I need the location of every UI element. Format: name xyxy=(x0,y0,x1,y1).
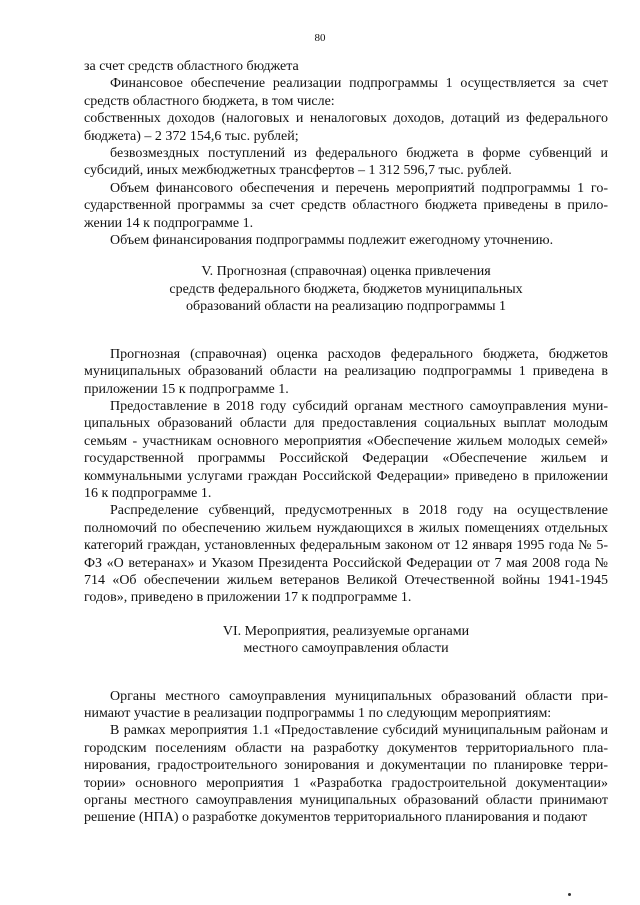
paragraph-forecast-estimate: Прогнозная (справочная) оценка расходов федерального бюджета, бюджетов муниципальных образований области на реализацию подпрограммы 1 приведена в приложении 15 к подпрограмме 1. xyxy=(84,346,608,397)
section-v-title xyxy=(84,263,608,315)
section-v-title-line: образований области на реализацию подпрограммы 1 xyxy=(185,299,507,315)
section-vi-title-line: VI. Мероприятия, реализуемые органами xyxy=(222,623,470,639)
page-number: 80 xyxy=(314,32,326,44)
section-v-title-line: средств федерального бюджета, бюджетов муниципальных xyxy=(169,281,523,297)
paragraph-financing-volume: Объем финансового обеспечения и перечень мероприятий подпрограммы 1 государственной программы за счет средств областного бюджета приведены в приложении 14 к подпрограмме 1. xyxy=(84,180,608,231)
heading-regional-budget: за счет средств областного бюджета xyxy=(84,59,299,74)
paragraph-local-participation: Органы местного самоуправления муниципальных образований области принимают участие в реализации подпрограммы 1 по следующим мероприятиям: xyxy=(84,688,608,721)
paragraph-annual-update: Объем финансирования подпрограммы подлежит ежегодному уточнению. xyxy=(110,233,554,249)
section-vi-title-line: местного самоуправления области xyxy=(243,641,449,657)
paragraph-gratuitous-receipts: безвозмездных поступлений из федерального бюджета в форме субвенций и субсидий, иных межбюджетных трансфертов – 1 312 596,7 тыс. рублей. xyxy=(84,146,608,179)
section-vi-title xyxy=(84,623,608,658)
scan-dot xyxy=(568,893,571,896)
paragraph-financing: Финансовое обеспечение реализации подпрограммы 1 осуществляется за счет средств областного бюджета, в том числе: xyxy=(84,76,608,109)
paragraph-young-families: Предоставление в 2018 году субсидий органам местного самоуправления муниципальных образований области для предоставления социальных выплат молодым семьям - участникам основного мероприятия «Обеспечение жильем молодых семей» государственной программы Российской Федерации «Обеспечение жильем и коммунальными услугами граждан Российской Федерации» приведено в приложении 16 к подпрограмме 1. xyxy=(84,398,608,501)
document-body xyxy=(84,58,608,827)
paragraph-veterans-subventions: Распределение субвенций, предусмотренных в 2018 году на осуществление полномочий по обеспечению жильем нуждающихся в жилых помещениях отдельных категорий граждан, установленных федеральным законом от 12 января 1995 года № 5- ФЗ «О ветеранах» и Указом Президента Российской Федерации от 7 мая 2008 года № 714 «Об обеспечении жильем ветеранов Великой Отечественной войны 1941-1945 годов», приведено в приложении 17 к подпрограмме 1. xyxy=(84,503,608,606)
section-v-title-line: V. Прогнозная (справочная) оценка привлечения xyxy=(201,264,491,280)
paragraph-measure-1-1: В рамках мероприятия 1.1 «Предоставление субсидий муниципальным районам и городским поселениям области на разработку документов территориального планирования, градостроительного зонирования и документации по планировке территории» основного мероприятия 1 «Разработка градостроительной документации» органы местного самоуправления муниципальных образований области принимают решение (НПА) о разработке документов территориального планирования и подают xyxy=(84,723,608,826)
paragraph-own-revenue: собственных доходов (налоговых и неналоговых доходов, дотаций из федерального бюджета) – 2 372 154,6 тыс. рублей; xyxy=(84,111,608,144)
